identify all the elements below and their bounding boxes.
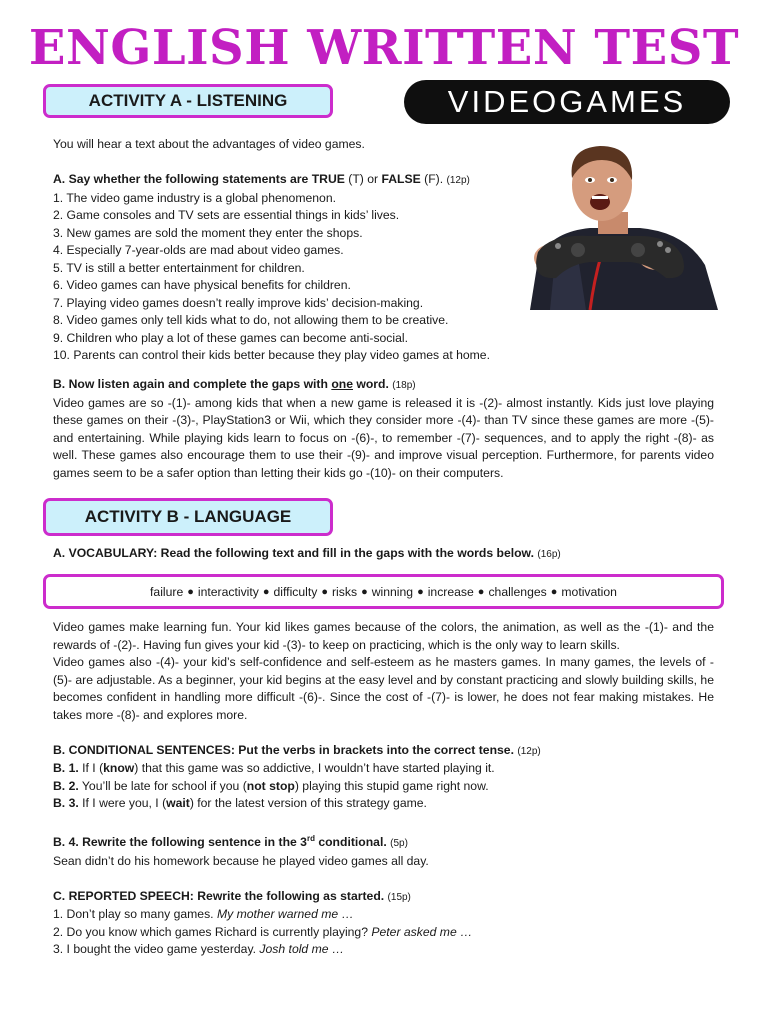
reported-points: (15p) <box>387 891 411 903</box>
activity-a-heading: ACTIVITY A - LISTENING <box>88 91 288 110</box>
activity-a-content <box>53 136 490 365</box>
word-bank-word: interactivity <box>197 584 259 599</box>
bullet-icon: ● <box>187 585 194 598</box>
item-verb: not stop <box>246 778 295 793</box>
part-a-points: (12p) <box>446 175 470 186</box>
page-title: ENGLISH WRITTEN TEST <box>28 20 740 76</box>
statement-item: 3. New games are sold the moment they enter the shops. <box>53 225 363 240</box>
reported-sentence: 1. Don’t play so many games. <box>53 907 217 922</box>
reported-item <box>53 941 714 959</box>
item-after: ) playing this stupid game right now. <box>294 778 489 793</box>
rewrite-end: conditional. <box>314 835 387 850</box>
statement-item: 6. Video games can have physical benefits for children. <box>53 278 351 292</box>
item-verb: wait <box>166 796 190 810</box>
item-before: If I ( <box>78 761 104 775</box>
item-after: ) for the latest version of this strategy game. <box>189 796 427 810</box>
word-bank-word: motivation <box>561 584 617 599</box>
false-word: FALSE <box>381 172 421 186</box>
vocabulary-text-2: Video games also -(4)- your kid’s self-confidence and self-esteem as he masters games. In many games, the levels of -(5)- are adjustable. As a beginner, your kid begins at the easy level and by constant practicing and slowly building skills, he becomes confident in handling more difficult -(6)-. Since the cost of -(7)- is lower, he does not fear making mistakes. He takes more -(8)- and explores more. <box>53 655 714 722</box>
vocabulary-points: (16p) <box>537 549 561 560</box>
conditionals-points: (12p) <box>517 745 541 757</box>
reported-label: C. REPORTED SPEECH: <box>53 888 194 903</box>
statement-item: 4. Especially 7-year-olds are mad about video games. <box>53 243 344 257</box>
reported-start: My mother warned me … <box>216 907 354 922</box>
statement-item: 7. Playing video games doesn’t really improve kids’ decision-making. <box>53 295 424 310</box>
true-abbr: (T) or <box>344 172 382 186</box>
reported-instruction <box>53 888 714 907</box>
part-b-one-word: one <box>331 377 353 391</box>
part-a-statement-list <box>53 190 490 365</box>
word-bank-word: challenges <box>488 584 547 599</box>
reported-start: Josh told me … <box>259 942 345 957</box>
false-abbr: (F). <box>420 172 444 186</box>
videogames-banner <box>404 80 730 124</box>
conditional-item <box>53 778 714 796</box>
word-bank-word: risks <box>332 584 358 599</box>
activity-b-content <box>53 619 714 959</box>
part-b-instruction-end: word. <box>353 377 389 391</box>
part-a-instruction-start: A. Say whether the following statements are <box>53 172 312 186</box>
statement-item: 5. TV is still a better entertainment for children. <box>53 260 305 275</box>
item-after: ) that this game was so addictive, I wouldn’t have started playing it. <box>134 761 495 775</box>
conditional-item <box>53 760 714 778</box>
conditional-item <box>53 795 714 813</box>
conditionals-instruction-text: Put the verbs in brackets into the correct tense. <box>234 742 514 757</box>
bullet-icon: ● <box>417 585 424 598</box>
reported-item <box>53 906 714 924</box>
statement-item: 2. Game consoles and TV sets are essential things in kids’ lives. <box>53 208 400 222</box>
item-number: B. 3. <box>53 796 79 810</box>
rewrite-sentence: Sean didn’t do his homework because he played video games all day. <box>53 853 429 868</box>
activity-b-heading: ACTIVITY B - LANGUAGE <box>84 507 292 526</box>
rewrite-points: (5p) <box>390 838 408 850</box>
bullet-icon: ● <box>262 585 270 598</box>
word-bank-word: difficulty <box>273 584 318 599</box>
activity-a-heading-box <box>43 84 333 118</box>
vocabulary-label: A. VOCABULARY: <box>53 546 158 560</box>
statement-item: 10. Parents can control their kids better because they play video games at home. <box>53 348 490 362</box>
statement-item: 8. Video games only tell kids what to do, not allowing them to be creative. <box>53 313 449 327</box>
part-b-content <box>53 376 714 482</box>
bullet-icon: ● <box>321 585 328 598</box>
item-before: You’ll be late for school if you ( <box>78 778 247 793</box>
banner-text: VIDEOGAMES <box>447 84 687 119</box>
rewrite-instruction <box>53 830 714 853</box>
activity-b-heading-box <box>43 498 333 536</box>
item-before: If I were you, I ( <box>78 796 167 810</box>
item-verb: know <box>103 761 135 775</box>
reported-item <box>53 924 714 942</box>
vocabulary-instruction-text: Read the following text and fill in the gaps with the words below. <box>157 546 534 560</box>
rewrite-label: B. 4. Rewrite the following sentence in the 3 <box>53 835 307 850</box>
statement-item: 1. The video game industry is a global phenomenon. <box>53 190 336 205</box>
vocabulary-text-1: Video games make learning fun. Your kid likes games because of the colors, the animation, as well as the -(1)- and the rewards of -(2)-. Having fun gives your kid -(3)- to keep on practicing, which is the only way to learn skills. <box>53 620 714 652</box>
item-number: B. 1. <box>53 761 79 775</box>
boy-with-controller-image <box>490 140 730 310</box>
item-number: B. 2. <box>53 778 79 793</box>
part-a-instruction <box>53 171 490 190</box>
word-bank-word: winning <box>371 584 414 599</box>
vocabulary-instruction <box>53 545 714 564</box>
reported-start: Peter asked me … <box>371 924 473 939</box>
part-b-gap-text: Video games are so -(1)- among kids that when a new game is released it is -(2)- almost instantly. Kids just love playing these games on their -(3)-, PlayStation3 or Wii, which they consider more -(4)- than TV since these games are more -(5)- and entertaining. While playing kids learn to focus on -(6)-, to remember -(7)- sequences, and to apply the right -(8)- as well. These games also encourage them to use their -(9)- and improve visual perception. Furthermore, for parents video games seem to be a safer option than letting their kids go -(10)- on their computers. <box>53 395 714 480</box>
rewrite-superscript: rd <box>306 834 315 843</box>
bullet-icon: ● <box>550 585 558 598</box>
word-bank <box>43 574 724 609</box>
word-bank-word: increase <box>427 584 474 599</box>
reported-sentence: 2. Do you know which games Richard is currently playing? <box>53 924 372 939</box>
statement-item: 9. Children who play a lot of these games can become anti-social. <box>53 330 408 345</box>
part-b-instruction-start: B. Now listen again and complete the gaps with <box>53 377 332 391</box>
bullet-icon: ● <box>477 585 485 598</box>
bullet-icon: ● <box>361 585 368 598</box>
activity-a-intro: You will hear a text about the advantages of video games. <box>53 137 365 151</box>
reported-instruction-text: Rewrite the following as started. <box>193 888 385 903</box>
part-b-instruction <box>53 376 714 395</box>
word-bank-word: failure <box>150 584 184 599</box>
conditionals-label: B. CONDITIONAL SENTENCES: <box>53 742 235 757</box>
conditionals-instruction <box>53 742 714 761</box>
true-word: TRUE <box>311 172 345 186</box>
reported-sentence: 3. I bought the video game yesterday. <box>53 942 260 957</box>
part-b-points: (18p) <box>392 380 416 391</box>
